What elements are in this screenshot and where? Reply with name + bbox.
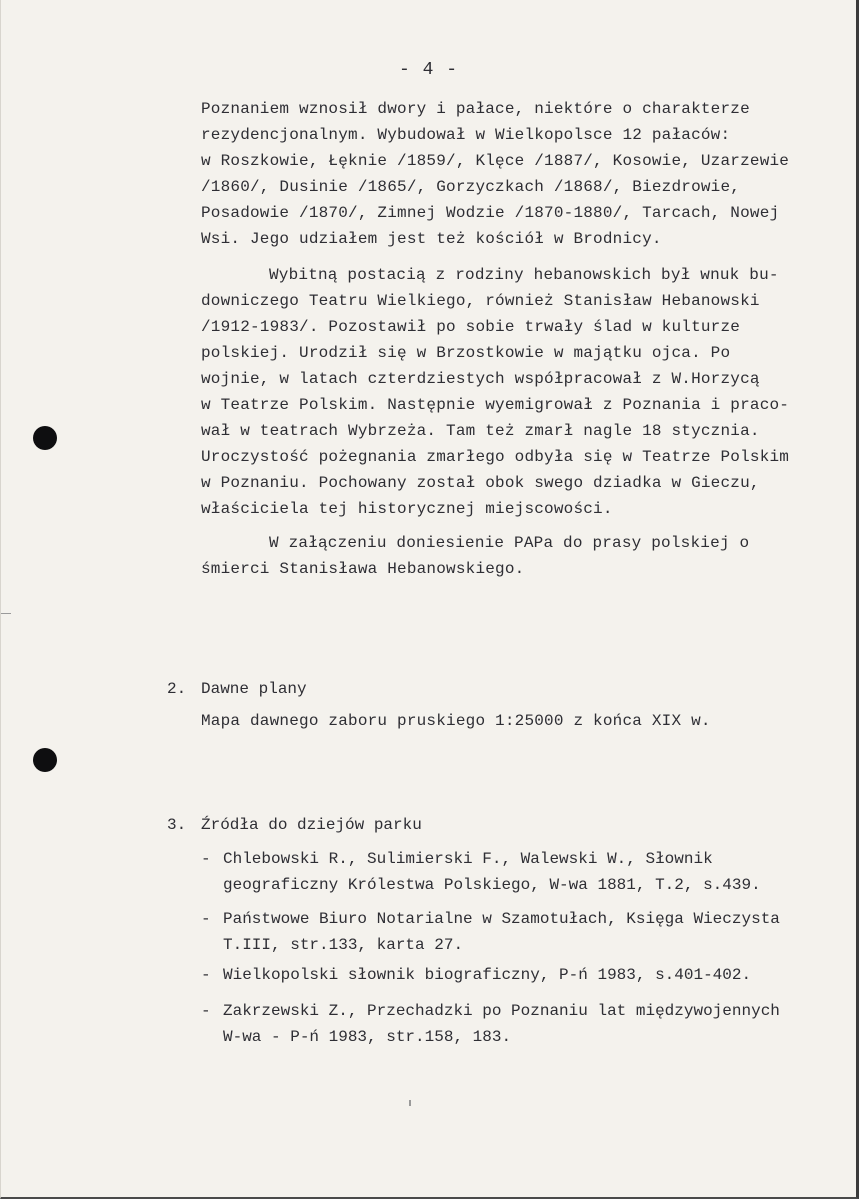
source-bullet: - — [201, 1002, 211, 1020]
paragraph3-line: W załączeniu doniesienie PAPa do prasy polskiej o — [269, 534, 750, 552]
paragraph2-line: w Poznaniu. Pochowany został obok swego dziadka w Gieczu, — [201, 474, 760, 492]
section-2-title: Dawne plany — [201, 680, 307, 698]
paragraph2-line: /1912-1983/. Pozostawił po sobie trwały ślad w kulturze — [201, 318, 741, 336]
source-entry-line: Zakrzewski Z., Przechadzki po Poznaniu lat międzywojennych — [223, 1002, 780, 1020]
punch-hole — [33, 748, 57, 772]
paragraph2-line: właściciela tej historycznej miejscowości. — [201, 500, 613, 518]
paragraph2-line: wojnie, w latach czterdziestych współpracował z W.Horzycą — [201, 370, 760, 388]
paragraph2-line: polskiej. Urodził się w Brzostkowie w majątku ojca. Po — [201, 344, 731, 362]
source-entry-line: Państwowe Biuro Notarialne w Szamotułach, Księga Wieczysta — [223, 910, 780, 928]
section-3-title: Źródła do dziejów parku — [201, 816, 422, 834]
source-entry-line: Chlebowski R., Sulimierski F., Walewski W., Słownik — [223, 850, 713, 868]
paragraph1-line: Posadowie /1870/, Zimnej Wodzie /1870-1880/, Tarcach, Nowej — [201, 204, 780, 222]
scan-mark — [409, 1100, 411, 1106]
source-bullet: - — [201, 910, 211, 928]
source-bullet: - — [201, 850, 211, 868]
paragraph1-line: rezydencjonalnym. Wybudował w Wielkopolsce 12 pałaców: — [201, 126, 731, 144]
punch-hole — [33, 426, 57, 450]
paragraph3-line: śmierci Stanisława Hebanowskiego. — [201, 560, 525, 578]
paragraph1-line: Wsi. Jego udziałem jest też kościół w Brodnicy. — [201, 230, 662, 248]
paragraph2-line: downiczego Teatru Wielkiego, również Stanisław Hebanowski — [201, 292, 760, 310]
paragraph2-line: w Teatrze Polskim. Następnie wyemigrował z Poznania i praco- — [201, 396, 790, 414]
section-2-number: 2. — [167, 680, 187, 698]
source-entry-line: T.III, str.133, karta 27. — [223, 936, 464, 954]
source-entry-line: Wielkopolski słownik biograficzny, P-ń 1983, s.401-402. — [223, 966, 752, 984]
section-3-number: 3. — [167, 816, 187, 834]
section-2-text: Mapa dawnego zaboru pruskiego 1:25000 z końca XIX w. — [201, 712, 711, 730]
paragraph2-line: wał w teatrach Wybrzeża. Tam też zmarł nagle 18 stycznia. — [201, 422, 760, 440]
scan-mark — [1, 613, 11, 614]
source-entry-line: geograficzny Królestwa Polskiego, W-wa 1881, T.2, s.439. — [223, 876, 761, 894]
paragraph2-line: Uroczystość pożegnania zmarłego odbyła się w Teatrze Polskim — [201, 448, 790, 466]
paragraph1-line: Poznaniem wznosił dwory i pałace, niektóre o charakterze — [201, 100, 750, 118]
paragraph1-line: w Roszkowie, Łęknie /1859/, Klęce /1887/, Kosowie, Uzarzewie — [201, 152, 790, 170]
source-bullet: - — [201, 966, 211, 984]
page-number: - 4 - — [399, 60, 459, 80]
source-entry-line: W-wa - P-ń 1983, str.158, 183. — [223, 1028, 512, 1046]
paragraph2-line: Wybitną postacią z rodziny hebanowskich był wnuk bu- — [269, 266, 779, 284]
paragraph1-line: /1860/, Dusinie /1865/, Gorzyczkach /1868/, Biezdrowie, — [201, 178, 741, 196]
